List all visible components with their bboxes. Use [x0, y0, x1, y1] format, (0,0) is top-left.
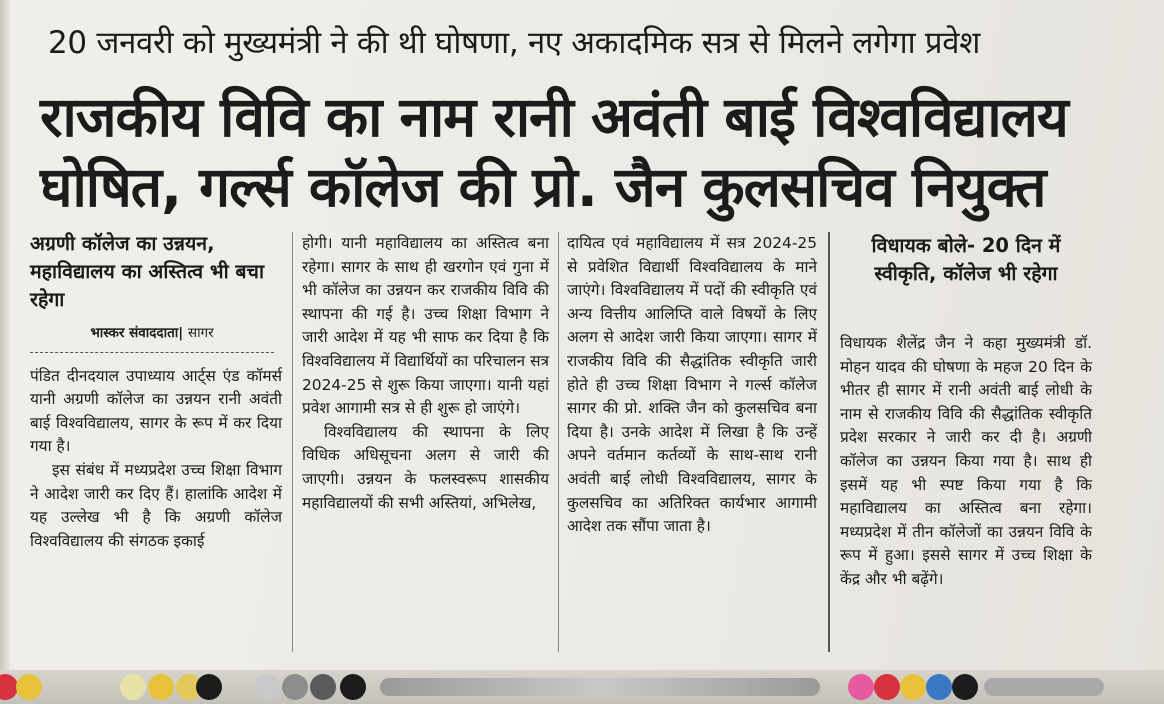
registration-dot-black — [340, 674, 366, 700]
story-subheadline: अग्रणी कॉलेज का उन्नयन, महाविद्यालय का अस्तित्व भी बचा रहेगा — [30, 232, 264, 311]
registration-dot-yellow — [16, 674, 42, 700]
registration-dot-red — [874, 674, 900, 700]
registration-dot-light — [120, 674, 146, 700]
registration-dot-black — [952, 674, 978, 700]
story-column-1 — [30, 230, 282, 553]
story-paragraph: विश्वविद्यालय की स्थापना के लिए विधिक अधिसूचना अलग से जारी की जाएगी। उन्नयन के फलस्वरूप शासकीय महाविद्यालयों की सभी अस्तियां, अभिलेख, — [302, 422, 549, 512]
page-fold-shadow — [0, 0, 10, 704]
sidebar-paragraph: विधायक शैलेंद्र जैन ने कहा मुख्यमंत्री डॉ. मोहन यादव की घोषणा के महज 20 दिन के भीतर ही सागर में रानी अवंती बाई लोधी के नाम से राजकीय विवि की सैद्धांतिक स्वीकृति प्रदेश सरकार ने जारी कर दी है। अग्रणी कॉलेज का उन्नयन किया गया है। साथ ही इसमें यह भी स्पष्ट किया गया है कि महाविद्यालय का अस्तित्व बना रहेगा। मध्यप्रदेश में तीन कॉलेजों का उन्नयन विवि के रूप में हुआ। इससे सागर में उच्च शिक्षा के केंद्र और भी बढ़ेंगे। — [840, 334, 1092, 588]
column-divider-boxed-story — [828, 232, 830, 652]
registration-gray-bar — [984, 678, 1104, 696]
column-divider — [292, 232, 293, 652]
sidebar-subheadline: विधायक बोले- 20 दिन में स्वीकृति, कॉलेज भी रहेगा — [871, 234, 1061, 285]
registration-dot-light-gray — [254, 674, 280, 700]
story-paragraph: दायित्व एवं महाविद्यालय में सत्र 2024-25 से प्रवेशित विद्यार्थी विश्वविद्यालय के माने जाएंगे। विश्वविद्यालय में पदों की स्वीकृति एवं अन्य वित्तीय आलिप्ति वाले विषयों के लिए अलग से आदेश जारी किया जाएगा। सागर में राजकीय विवि की सैद्धांतिक स्वीकृति जारी होते ही उच्च शिक्षा विभाग ने गर्ल्स कॉलेज सागर की प्रो. शक्ति जैन को कुलसचिव बना दिया है। उनके आदेश में लिखा है कि उन्हें अपने वर्तमान कर्तव्यों के साथ-साथ रानी अवंती बाई लोधी विश्वविद्यालय, सागर के कुलसचिव का अतिरिक्त कार्यभार आगामी आदेश तक सौंपा जाता है। — [567, 234, 817, 536]
story-paragraph: इस संबंध में मध्यप्रदेश उच्च शिक्षा विभाग ने आदेश जारी कर दिए हैं। हालांकि आदेश में यह उल्लेख भी है कि अग्रणी कॉलेज विश्वविद्यालय की संगठक इकाई — [30, 460, 282, 550]
byline: भास्कर संवाददाता| सागर — [30, 322, 274, 353]
registration-dot-gray — [282, 674, 308, 700]
registration-dot-yellow — [900, 674, 926, 700]
story-paragraph: पंडित दीनदयाल उपाध्याय आर्ट्स एंड कॉमर्स यानी अग्रणी कॉलेज का उन्नयन रानी अवंती बाई विश्वविद्यालय, सागर के रूप में कर दिया गया है। — [30, 366, 282, 456]
registration-dot-blue — [926, 674, 952, 700]
story-column-2 — [302, 232, 549, 515]
kicker-headline: 20 जनवरी को मुख्यमंत्री ने की थी घोषणा, नए अकादमिक सत्र से मिलने लगेगा प्रवेश — [48, 25, 980, 61]
registration-gray-bar — [380, 678, 820, 696]
registration-dot-black — [196, 674, 222, 700]
sidebar-story — [840, 232, 1092, 592]
story-column-3 — [567, 232, 817, 539]
main-headline-line-2: घोषित, गर्ल्स कॉलेज की प्रो. जैन कुलसचिव नियुक्त — [40, 155, 1046, 219]
registration-dot-magenta — [848, 674, 874, 700]
byline-reporter: भास्कर संवाददाता — [90, 325, 179, 341]
story-paragraph: होगी। यानी महाविद्यालय का अस्तित्व बना रहेगा। सागर के साथ ही खरगोन एवं गुना में भी कॉलेज का उन्नयन कर राजकीय विवि की स्थापना की गई है। उच्च शिक्षा विभाग ने जारी आदेश में यह भी साफ कर दिया है कि विश्वविद्यालय में विद्यार्थियों का परिचालन सत्र 2024-25 से शुरू किया जाएगा। यानी यहां प्रवेश आगामी सत्र से ही शुरू हो जाएंगे। — [302, 234, 549, 418]
byline-city: सागर — [187, 325, 214, 341]
main-headline — [40, 82, 1150, 222]
registration-dot-yellow — [148, 674, 174, 700]
column-divider — [558, 232, 559, 652]
registration-dot-dark-gray — [310, 674, 336, 700]
main-headline-line-1: राजकीय विवि का नाम रानी अवंती बाई विश्वविद्यालय — [40, 85, 1068, 149]
